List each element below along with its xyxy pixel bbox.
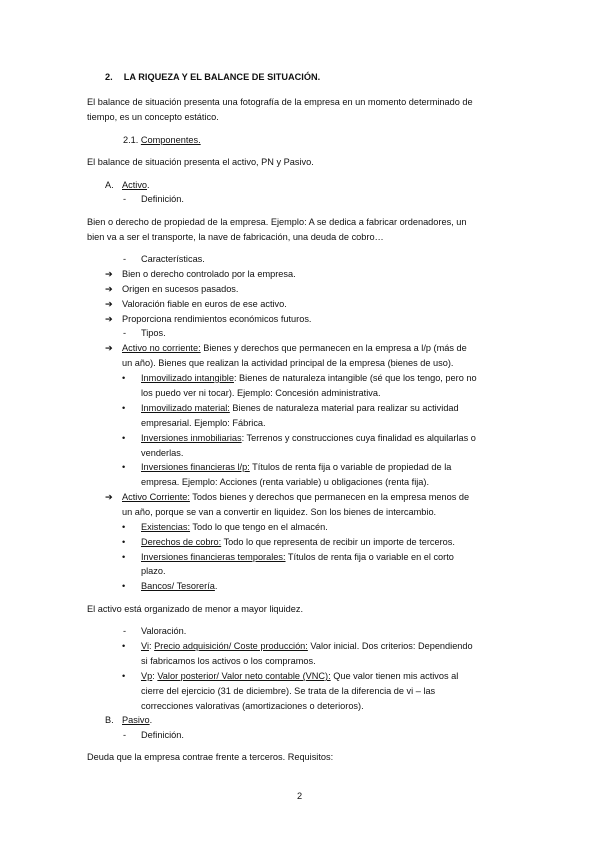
- anc-item-title: Inmovilizado material:: [141, 403, 230, 413]
- anc-item-title: Inversiones inmobiliarias: [141, 433, 242, 443]
- vp-line-1: Vp: Valor posterior/ Valor neto contable (VNC): Que valor tienen mis activos al: [141, 671, 459, 681]
- ac-item-text: Títulos de renta fija o variable en el corto: [285, 552, 454, 562]
- section-b-title-text: Pasivo: [122, 715, 150, 725]
- vi-line-1: Vi: Precio adquisición/ Coste producción: Valor inicial. Dos criterios: Dependiendo: [141, 641, 473, 651]
- anc-item-2-cont: empresarial. Ejemplo: Fábrica.: [141, 418, 266, 428]
- ac-title: Activo Corriente:: [122, 492, 190, 502]
- bullet-icon: •: [122, 641, 126, 651]
- section-b-title: [122, 713, 152, 727]
- bullet-icon: •: [122, 433, 126, 443]
- section-b-letter: B.: [105, 715, 114, 725]
- anc-item-3: [141, 431, 476, 445]
- anc-item-text: Títulos de renta fija o variable de propiedad de la: [249, 462, 452, 472]
- anc-item-2: [141, 401, 459, 415]
- bullet-icon: •: [122, 581, 126, 591]
- liquidity-line: El activo está organizado de menor a mayor liquidez.: [87, 604, 304, 614]
- arrow-right-icon: ➔: [105, 284, 113, 294]
- dash-marker: -: [123, 194, 127, 204]
- subheading-title: Componentes.: [140, 135, 201, 145]
- anc-item-4: [141, 460, 451, 474]
- ac-item-3-cont: plazo.: [141, 566, 166, 576]
- characteristics-label: Características.: [141, 254, 205, 264]
- valuation-label: Valoración.: [141, 626, 187, 636]
- types-label: Tipos.: [141, 328, 166, 338]
- dash-marker: -: [123, 626, 127, 636]
- ac-item-3: [141, 550, 454, 564]
- vi-abbr: Vi: [141, 641, 150, 651]
- bullet-icon: •: [122, 373, 126, 383]
- section-a-title-suffix: .: [147, 180, 150, 190]
- ac-item-1: [141, 520, 328, 534]
- anc-item-3-cont: venderlas.: [141, 448, 184, 458]
- anc-text: Bienes y derechos que permanecen en la empresa a l/p (más de: [200, 343, 467, 353]
- subheading-number: 2.1.: [123, 135, 139, 145]
- heading-number: 2.: [105, 72, 113, 82]
- vi-text: Valor inicial. Dos criterios: Dependiendo: [307, 641, 473, 651]
- ac-item-title: Bancos/ Tesorería: [141, 581, 215, 591]
- anc-item-text: : Terrenos y construcciones cuya finalidad es alquilarlas o: [241, 433, 476, 443]
- debt-line: Deuda que la empresa contrae frente a terceros. Requisitos:: [87, 752, 334, 762]
- vi-line-2: si fabricamos los activos o los compramos.: [141, 656, 316, 666]
- ac-item-text: .: [214, 581, 218, 591]
- anc-item-text: : Bienes de naturaleza intangible (sé que los tengo, pero no: [233, 373, 477, 383]
- arrow-right-icon: ➔: [105, 269, 113, 279]
- anc-item-title: Inmovilizado intangible: [141, 373, 234, 383]
- ac-text: Todos bienes y derechos que permanecen en la empresa menos de: [189, 492, 470, 502]
- bullet-icon: •: [122, 552, 126, 562]
- arrow-right-icon: ➔: [105, 314, 113, 324]
- vp-title: Valor posterior/ Valor neto contable (VNC):: [157, 671, 331, 681]
- characteristic-item: Proporciona rendimientos económicos futuros.: [122, 314, 312, 324]
- vp-line-3: correcciones valorativas (amortizaciones o deterioros).: [141, 701, 364, 711]
- arrow-right-icon: ➔: [105, 492, 113, 502]
- anc-item-1-cont: los puedo ver ni tocar). Ejemplo: Concesión administrativa.: [141, 388, 381, 398]
- section-a-title: [122, 178, 150, 192]
- ac-item-title: Derechos de cobro:: [141, 537, 222, 547]
- components-line: El balance de situación presenta el activo, PN y Pasivo.: [87, 157, 314, 167]
- ac-item-title: Existencias:: [141, 522, 191, 532]
- bullet-icon: •: [122, 462, 126, 472]
- ac-item-text: Todo lo que tengo en el almacén.: [190, 522, 328, 532]
- anc-item-title: Inversiones financieras l/p:: [141, 462, 250, 472]
- characteristic-item: Origen en sucesos pasados.: [122, 284, 239, 294]
- section-a-title-text: Activo: [122, 180, 148, 190]
- definition-label-b: Definición.: [141, 730, 184, 740]
- definition-text-2: bien va a ser el transporte, la nave de fabricación, una deuda de cobro…: [87, 232, 384, 242]
- anc-title: Activo no corriente:: [122, 343, 201, 353]
- bullet-icon: •: [122, 403, 126, 413]
- ac-line-1: [122, 490, 469, 504]
- vp-line-2: cierre del ejercicio (31 de diciembre). Se trata de la diferencia de vi – las: [141, 686, 436, 696]
- characteristic-item: Bien o derecho controlado por la empresa.: [122, 269, 296, 279]
- heading-title: LA RIQUEZA Y EL BALANCE DE SITUACIÓN.: [123, 72, 321, 82]
- subheading: [123, 133, 201, 147]
- anc-item-text: Bienes de naturaleza material para realizar su actividad: [229, 403, 459, 413]
- bullet-icon: •: [122, 522, 126, 532]
- vp-abbr: Vp: [141, 671, 153, 681]
- ac-item-4: [141, 579, 217, 593]
- dash-marker: -: [123, 254, 127, 264]
- bullet-icon: •: [122, 537, 126, 547]
- definition-label: Definición.: [141, 194, 184, 204]
- section-b-title-suffix: .: [149, 715, 153, 725]
- anc-line-1: [122, 341, 467, 355]
- heading: [105, 70, 320, 84]
- bullet-icon: •: [122, 671, 126, 681]
- ac-item-2: [141, 535, 455, 549]
- vi-title: Precio adquisición/ Coste producción:: [154, 641, 308, 651]
- arrow-right-icon: ➔: [105, 299, 113, 309]
- ac-item-title: Inversiones financieras temporales:: [141, 552, 286, 562]
- anc-line-2: un año). Bienes que realizan la actividad principal de la empresa (bienes de uso).: [122, 358, 454, 368]
- ac-item-text: Todo lo que representa de recibir un importe de terceros.: [221, 537, 455, 547]
- characteristic-item: Valoración fiable en euros de ese activo.: [122, 299, 287, 309]
- anc-item-1: [141, 371, 477, 385]
- vp-text: Que valor tienen mis activos al: [330, 671, 459, 681]
- page-number: 2: [297, 791, 303, 801]
- dash-marker: -: [123, 328, 127, 338]
- anc-item-4-cont: empresa. Ejemplo: Acciones (renta variable) u obligaciones (renta fija).: [141, 477, 430, 487]
- definition-text-1: Bien o derecho de propiedad de la empresa. Ejemplo: A se dedica a fabricar ordenadores, un: [87, 217, 467, 227]
- dash-marker: -: [123, 730, 127, 740]
- intro-line-2: tiempo, es un concepto estático.: [87, 112, 219, 122]
- ac-line-2: un año, porque se van a convertir en liquidez. Son los bienes de intercambio.: [122, 507, 437, 517]
- section-a-letter: A.: [105, 180, 114, 190]
- arrow-right-icon: ➔: [105, 343, 113, 353]
- intro-line-1: El balance de situación presenta una fotografía de la empresa en un momento determinado de: [87, 97, 473, 107]
